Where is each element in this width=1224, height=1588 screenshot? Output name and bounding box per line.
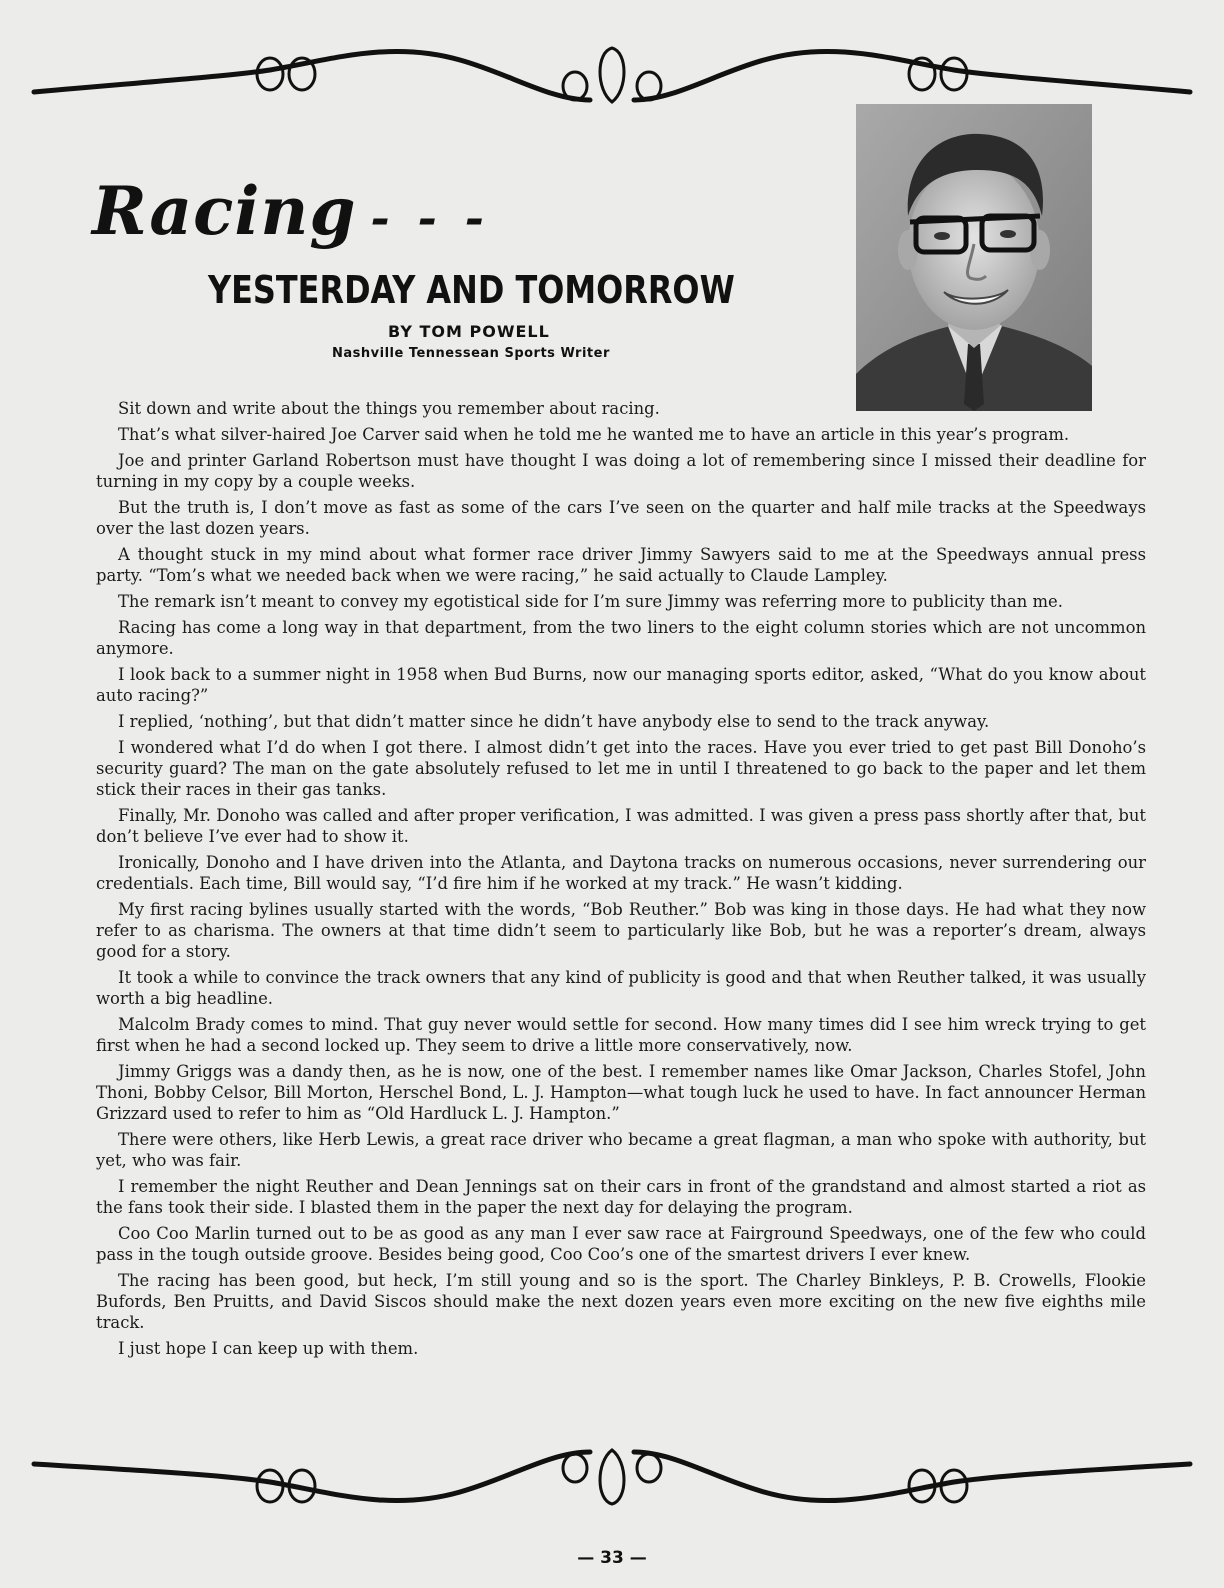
article-paragraph: There were others, like Herb Lewis, a great race driver who became a great flagman, a man who spoke with authority, but yet, who was fair. bbox=[96, 1130, 1146, 1170]
article-paragraph: Coo Coo Marlin turned out to be as good as any man I ever saw race at Fairground Speedways, one of the few who could pass in the tough outside groove. Besides being good, Coo Coo’s one of the smartest drivers I ever knew. bbox=[96, 1224, 1146, 1264]
title-dashes: - - - bbox=[370, 191, 490, 245]
title-subtitle: YESTERDAY AND TOMORROW bbox=[208, 268, 735, 312]
article-paragraph: The remark isn’t meant to convey my egotistical side for I’m sure Jimmy was referring more to publicity than me. bbox=[118, 592, 1063, 611]
article-paragraph: Joe and printer Garland Robertson must have thought I was doing a lot of remembering since I missed their deadline for turning in my copy by a couple weeks. bbox=[96, 451, 1146, 491]
article-body bbox=[96, 398, 1146, 1364]
article-paragraph: Finally, Mr. Donoho was called and after proper verification, I was admitted. I was given a press pass shortly after that, but don’t believe I’ve ever had to show it. bbox=[96, 806, 1146, 846]
article-paragraph: Racing has come a long way in that department, from the two liners to the eight column stories which are not uncommon anymore. bbox=[96, 618, 1146, 658]
article-paragraph: It took a while to convince the track owners that any kind of publicity is good and that when Reuther talked, it was usually worth a big headline. bbox=[96, 968, 1146, 1008]
article-paragraph: I wondered what I’d do when I got there. I almost didn’t get into the races. Have you ever tried to get past Bill Donoho’s security guard? The man on the gate absolutely refused to let me in until I threatened to go back to the paper and let them stick their races in their gas tanks. bbox=[96, 738, 1146, 799]
article-paragraph: I just hope I can keep up with them. bbox=[118, 1339, 419, 1358]
article-paragraph: The racing has been good, but heck, I’m still young and so is the sport. The Charley Binkleys, P. B. Crowells, Flookie Bufords, Ben Pruitts, and David Siscos should make the next dozen years even more exciting on the new five eighths mile track. bbox=[96, 1271, 1146, 1332]
author-title: Nashville Tennessean Sports Writer bbox=[332, 346, 610, 361]
bottom-ornament-scroll bbox=[30, 1442, 1194, 1522]
portrait-illustration bbox=[856, 104, 1092, 411]
article-paragraph: I replied, ‘nothing’, but that didn’t matter since he didn’t have anybody else to send to the track anyway. bbox=[118, 712, 990, 731]
page-number: — 33 — bbox=[577, 1548, 647, 1568]
article-paragraph: That’s what silver-haired Joe Carver said when he told me he wanted me to have an article in this year’s program. bbox=[118, 425, 1070, 444]
byline: BY TOM POWELL bbox=[388, 322, 550, 341]
article-paragraph: Sit down and write about the things you remember about racing. bbox=[118, 399, 660, 418]
article-paragraph: Malcolm Brady comes to mind. That guy never would settle for second. How many times did I see him wreck trying to get first when he had a second locked up. They seem to drive a little more conservatively, now. bbox=[96, 1015, 1146, 1055]
article-paragraph: I remember the night Reuther and Dean Jennings sat on their cars in front of the grandstand and almost started a riot as the fans took their side. I blasted them in the paper the next day for delaying the program. bbox=[96, 1177, 1146, 1217]
title-racing: Racing - - - bbox=[92, 172, 490, 250]
top-ornament-scroll bbox=[30, 30, 1194, 110]
article-paragraph: My first racing bylines usually started with the words, “Bob Reuther.” Bob was king in those days. He had what they now refer to as charisma. The owners at that time didn’t seem to particularly like Bob, but he was a reporter’s dream, always good for a story. bbox=[96, 900, 1146, 961]
article-paragraph: A thought stuck in my mind about what former race driver Jimmy Sawyers said to me at the Speedways annual press party. “Tom’s what we needed back when we were racing,” he said actually to Claude Lampley. bbox=[96, 545, 1146, 585]
article-paragraph: Ironically, Donoho and I have driven into the Atlanta, and Daytona tracks on numerous occasions, never surrendering our credentials. Each time, Bill would say, “I’d fire him if he worked at my track.” He wasn’t kidding. bbox=[96, 853, 1146, 893]
article-paragraph: I look back to a summer night in 1958 when Bud Burns, now our managing sports editor, asked, “What do you know about auto racing?” bbox=[96, 665, 1146, 705]
article-paragraph: Jimmy Griggs was a dandy then, as he is now, one of the best. I remember names like Omar Jackson, Charles Stofel, John Thoni, Bobby Celsor, Bill Morton, Herschel Bond, L. J. Hampton—what tough luck he used to have. In fact announcer Herman Grizzard used to refer to him as “Old Hardluck L. J. Hampton.” bbox=[96, 1062, 1146, 1123]
article-paragraph: But the truth is, I don’t move as fast as some of the cars I’ve seen on the quarter and half mile tracks at the Speedways over the last dozen years. bbox=[96, 498, 1146, 538]
portrait-photo bbox=[856, 104, 1092, 411]
